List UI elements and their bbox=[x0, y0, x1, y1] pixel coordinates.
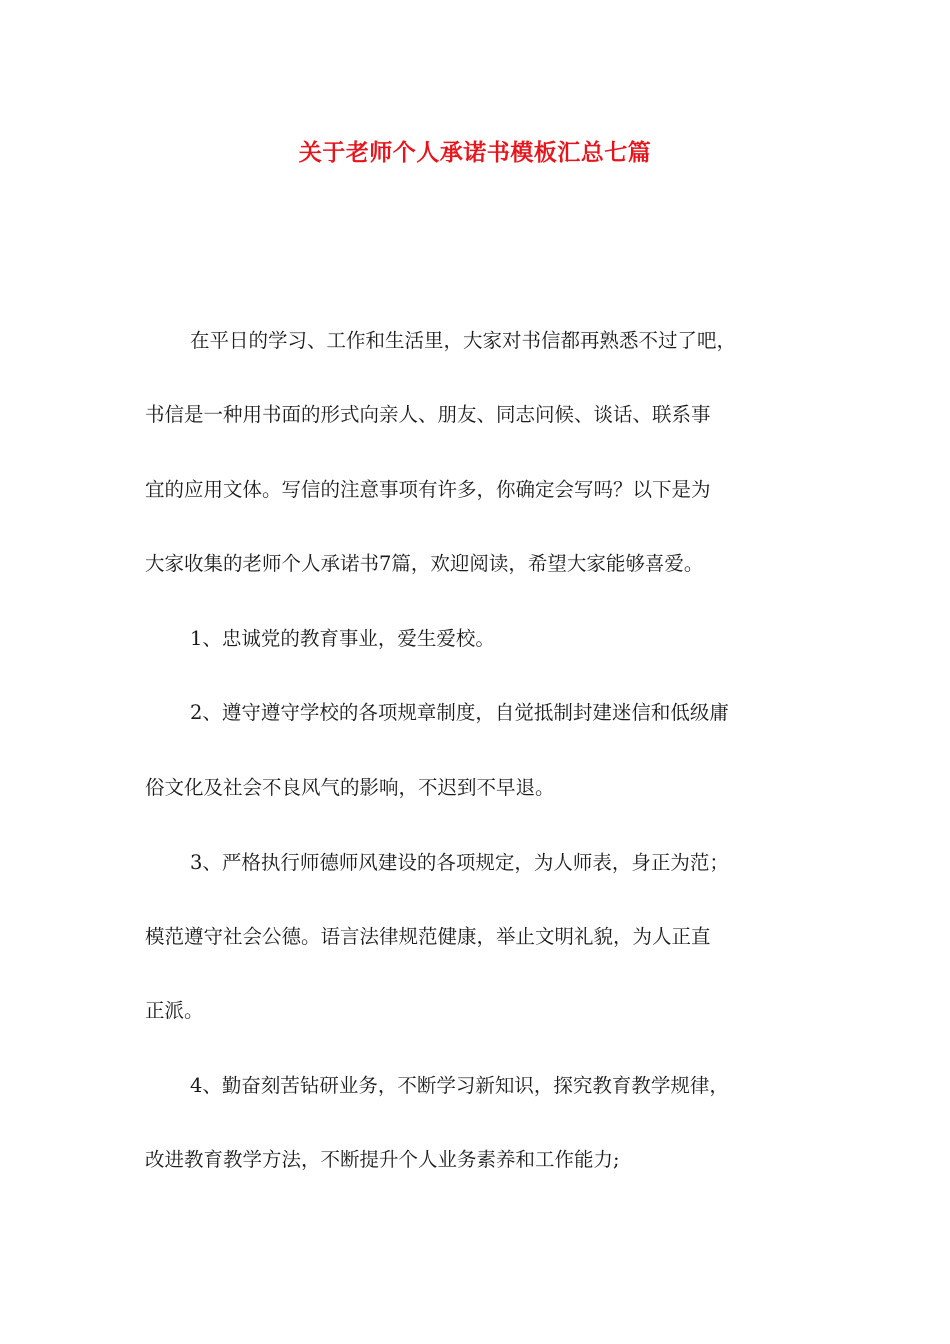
list-item-2: 2、遵守遵守学校的各项规章制度，自觉抵制封建迷信和低级庸 bbox=[190, 701, 729, 724]
document-title: 关于老师个人承诺书模板汇总七篇 bbox=[298, 139, 652, 166]
list-item-2-continuation: 俗文化及社会不良风气的影响，不迟到不早退。 bbox=[145, 776, 555, 799]
paragraph-line: 在平日的学习、工作和生活里，大家对书信都再熟悉不过了吧， bbox=[190, 329, 737, 352]
list-item-4: 4、勤奋刻苦钻研业务，不断学习新知识，探究教育教学规律， bbox=[190, 1074, 729, 1097]
paragraph-line: 大家收集的老师个人承诺书7篇，欢迎阅读，希望大家能够喜爱。 bbox=[145, 552, 704, 575]
list-item-1: 1、忠诚党的教育事业，爱生爱校。 bbox=[190, 627, 495, 650]
paragraph-line: 宜的应用文体。写信的注意事项有许多，你确定会写吗？以下是为 bbox=[145, 478, 711, 501]
paragraph-line: 书信是一种用书面的形式向亲人、朋友、同志问候、谈话、联系事 bbox=[145, 403, 711, 426]
list-item-3: 3、严格执行师德师风建设的各项规定，为人师表，身正为范； bbox=[190, 851, 729, 874]
list-item-3-continuation: 模范遵守社会公德。语言法律规范健康，举止文明礼貌，为人正直 bbox=[145, 925, 711, 948]
list-item-4-continuation: 改进教育教学方法，不断提升个人业务素养和工作能力; bbox=[145, 1148, 620, 1171]
list-item-3-continuation: 正派。 bbox=[145, 999, 204, 1022]
